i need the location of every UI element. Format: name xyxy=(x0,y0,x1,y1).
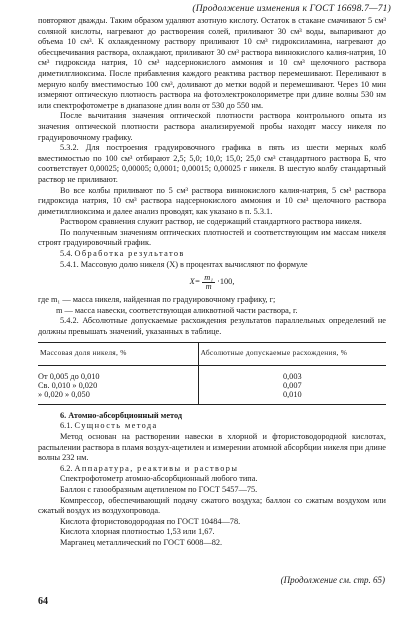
section-number: 6.2. xyxy=(60,463,73,473)
paragraph: Баллон с газообразным ацетиленом по ГОСТ 5457—75. xyxy=(60,485,258,494)
formula-numerator: m₁ xyxy=(204,272,214,282)
formula-fraction xyxy=(202,274,215,291)
section-heading xyxy=(38,464,386,475)
table-cell-range: Св. 0,010 » 0,020 xyxy=(38,381,198,390)
paragraph: Кислота фтористоводородная по ГОСТ 10484—78. xyxy=(60,516,241,526)
page-header: (Продолжение изменения к ГОСТ 16698.7—71) xyxy=(192,4,391,14)
table-header-tolerance: Абсолютные допускаемые расхождения, % xyxy=(198,342,386,365)
table-row xyxy=(38,365,386,381)
paragraph: По полученным значениям оптических плотностей и соответствующим им массам никеля строят градуировочный график. xyxy=(38,227,386,248)
paragraph: Спектрофотометр атомно-абсорбционный любого типа. xyxy=(60,474,258,484)
table-header-mass-fraction: Массовая доля никеля, % xyxy=(38,342,198,365)
paragraph: После вычитания значения оптической плотности раствора контрольного опыта из значения оптической плотности раствора анализируемой пробы находят массу никеля по градуировочному графику. xyxy=(38,111,386,142)
section-heading-6: 6. Атомно-абсорбционный метод xyxy=(60,410,183,420)
paragraph: Кислота хлорная плотностью 1,53 или 1,67. xyxy=(60,527,215,537)
table-cell-range: » 0,020 » 0,050 xyxy=(38,390,198,404)
paragraph: 5.4.1. Массовую долю никеля (X) в процентах вычисляют по формуле xyxy=(60,259,308,269)
table-cell-range: От 0,005 до 0,010 xyxy=(38,365,198,381)
section-heading xyxy=(38,421,386,432)
table-cell-value: 0,010 xyxy=(198,390,386,404)
tolerance-table xyxy=(38,342,386,405)
formula-legend: где m₁ — масса никеля, найденная по градуировочному графику, г; xyxy=(38,295,276,305)
table-row xyxy=(38,390,386,404)
formula-legend: m — масса навески, соответствующая аликвотной части раствора, г. xyxy=(56,305,298,315)
paragraph: Метод основан на растворении навески в хлорной и фтористоводородной кислотах, распылении раствора в пламя воздух-ацетилен и измерении атомной абсорбции никеля при длине волны 232 нм. xyxy=(38,432,386,463)
paragraph: Марганец металлический по ГОСТ 6008—82. xyxy=(60,537,223,547)
paragraph: Компрессор, обеспечивающий подачу сжатого воздуха; баллон со сжатым воздухом или сжатый воздух из воздухопровода. xyxy=(38,495,386,516)
paragraph: Во все колбы приливают по 5 см³ раствора виннокислого калия-натрия, 5 см³ раствора гидроксида натрия, 10 см³ раствора надсернокислого аммония и 10 см³ щелочного раствора диметилглиоксима и далее анализ проводят, как указано в п. 5.3.1. xyxy=(38,185,386,216)
section-number: 6.1. xyxy=(60,421,73,431)
section-number: 5.4. xyxy=(60,249,73,259)
formula-denominator: m xyxy=(205,281,212,291)
table-row xyxy=(38,381,386,390)
paragraph: Раствором сравнения служит раствор, не содержащий стандартного раствора никеля. xyxy=(60,217,362,227)
section-title: Обработка результатов xyxy=(74,249,185,259)
formula-lhs: X= xyxy=(189,276,201,286)
table-cell-value: 0,003 xyxy=(282,371,302,381)
formula xyxy=(38,271,386,293)
section-title: Аппаратура, реактивы и растворы xyxy=(74,463,239,473)
document-body xyxy=(38,16,386,549)
paragraph: повторяют дважды. Таким образом удаляют азотную кислоту. Остаток в стакане смачивают 5 см³ соляной кислоты, нагревают до растворения солей, приливают 30 см³ воды, выпаривают до объема 10 см³. К охлажденному раствору приливают 10 см³ гидроксиламина, нагревают до обесцвечивания раствора, охлаждают, приливают 30 см³ раствора виннокислого калия-натрия, 10 см³ гидроксида натрия, 10 см³ надсернокислого аммония и 10 см³ щелочного раствора диметилглиоксима. После прибавления каждого реактива раствор перемешивают. Переливают в мерную колбу вместимостью 100 см³, доливают до метки водой и перемешивают. Через 10 мин измеряют оптическую плотность раствора на фотоэлектроколориметре при длине волны 530 нм или спектрофотометре в диапазоне длин волн от 530 до 550 нм. xyxy=(38,16,386,110)
paragraph: 5.3.2. Для построения градуировочного графика в пять из шести мерных колб вместимостью по 100 см³ отбирают 2,5; 5,0; 10,0; 15,0; 25,0 см³ стандартного раствора Б, что соответствует 0,00025; 0,00005; 0,0001; 0,00015; 0,00025 г никеля. В шестую колбу стандартный раствор не приливают. xyxy=(38,143,386,184)
continuation-note: (Продолжение см. стр. 65) xyxy=(280,575,385,585)
formula-rhs: ·100, xyxy=(217,276,235,286)
table-cell-value: 0,007 xyxy=(282,381,302,391)
page-number: 64 xyxy=(38,596,48,607)
section-title: Сущность метода xyxy=(74,421,158,431)
paragraph: 5.4.2. Абсолютные допускаемые расхождения результатов параллельных определений не должны превышать значений, указанных в таблице. xyxy=(38,316,386,337)
section-heading xyxy=(38,249,386,260)
